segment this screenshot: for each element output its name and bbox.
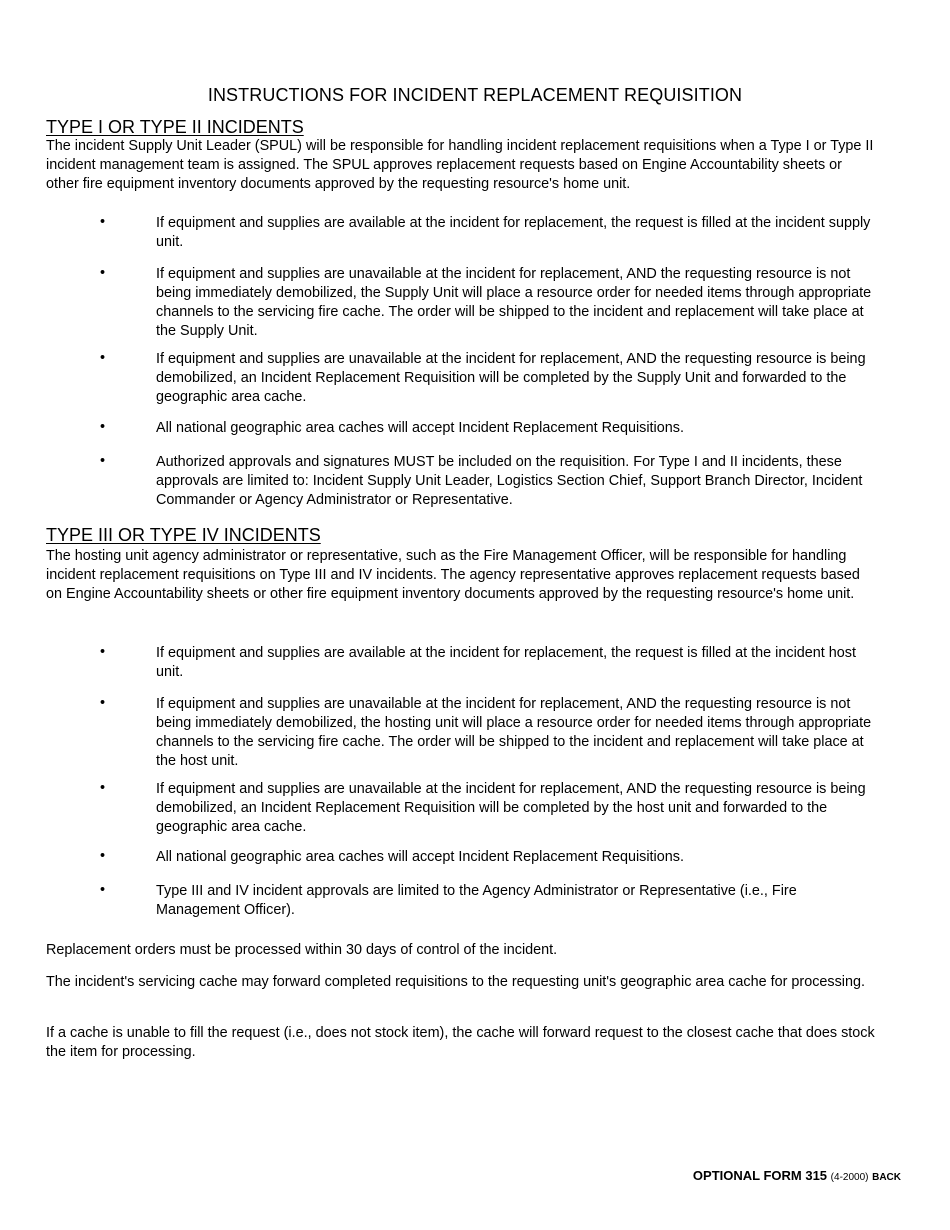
section2-bullet-2: If equipment and supplies are unavailable at the incident for replacement, AND the requesting resource is not being immediately demobilized, the hosting unit will place a resource order for needed items through appropriate channels to the servicing fire cache. The order will be shipped to the incident and replacement will take place at the host unit. [156,696,872,769]
bullet-marker: • [100,453,106,469]
form-side: BACK [872,1172,901,1183]
closing-paragraph-2: The incident's servicing cache may forward completed requisitions to the requesting unit's geographic area cache for processing. [46,974,866,990]
bullet-marker: • [100,695,106,711]
section2-bullet-5: Type III and IV incident approvals are limited to the Agency Administrator or Representative (i.e., Fire Management Officer). [156,883,797,918]
bullet-marker: • [100,882,106,898]
bullet-marker: • [100,644,106,660]
bullet-marker: • [100,350,106,366]
bullet-marker: • [100,419,106,435]
bullet-marker: • [100,780,106,796]
section2-bullet-3: If equipment and supplies are unavailable at the incident for replacement, AND the requesting resource is being demobilized, an Incident Replacement Requisition will be completed by the host unit and forwarded to the geographic area cache. [156,781,866,835]
section1-intro: The incident Supply Unit Leader (SPUL) will be responsible for handling incident replacement requisitions when a Type I or Type II incident management team is assigned. The SPUL approves replacement requests based on Engine Accountability sheets or other fire equipment inventory documents approved by the requesting resource's home unit. [46,138,874,192]
closing-paragraph-1: Replacement orders must be processed within 30 days of control of the incident. [46,942,558,958]
section2-bullet-4: All national geographic area caches will accept Incident Replacement Requisitions. [156,849,684,865]
section1-bullet-2: If equipment and supplies are unavailable at the incident for replacement, AND the requesting resource is not being immediately demobilized, the Supply Unit will place a resource order for needed items through appropriate channels to the servicing fire cache. The order will be shipped to the incident and replacement will take place at the Supply Unit. [156,266,872,339]
bullet-marker: • [100,265,106,281]
form-date: (4-2000) [830,1172,869,1183]
bullet-marker: • [100,214,106,230]
section1-bullet-5: Authorized approvals and signatures MUST be included on the requisition. For Type I and II incidents, these approvals are limited to: Incident Supply Unit Leader, Logistics Section Chief, Support Branch Director, Incident Commander or Agency Administrator or Representative. [156,454,863,508]
section1-bullet-1: If equipment and supplies are available at the incident for replacement, the request is filled at the incident supply unit. [156,215,871,250]
form-footer [693,1168,901,1186]
section-heading-type-i-ii: TYPE I OR TYPE II INCIDENTS [46,117,304,137]
bullet-marker: • [100,848,106,864]
page-title: INSTRUCTIONS FOR INCIDENT REPLACEMENT REQUISITION [207,85,743,105]
section1-bullet-3: If equipment and supplies are unavailable at the incident for replacement, AND the requesting resource is being demobilized, an Incident Replacement Requisition will be completed by the Supply Unit and forwarded to the geographic area cache. [156,351,866,405]
section2-bullet-1: If equipment and supplies are available at the incident for replacement, the request is filled at the incident host unit. [156,645,856,680]
closing-paragraph-3: If a cache is unable to fill the request (i.e., does not stock item), the cache will forward request to the closest cache that does stock the item for processing. [46,1025,875,1060]
section1-bullet-4: All national geographic area caches will accept Incident Replacement Requisitions. [156,420,684,436]
form-name: OPTIONAL FORM 315 [692,1168,828,1183]
section-heading-type-iii-iv: TYPE III OR TYPE IV INCIDENTS [46,525,321,545]
section2-intro: The hosting unit agency administrator or representative, such as the Fire Management Officer, will be responsible for handling incident replacement requisitions on Type III and IV incidents. The agency representative approves replacement requests based on Engine Accountability sheets or other fire equipment inventory documents approved by the requesting resource's home unit. [46,548,860,602]
